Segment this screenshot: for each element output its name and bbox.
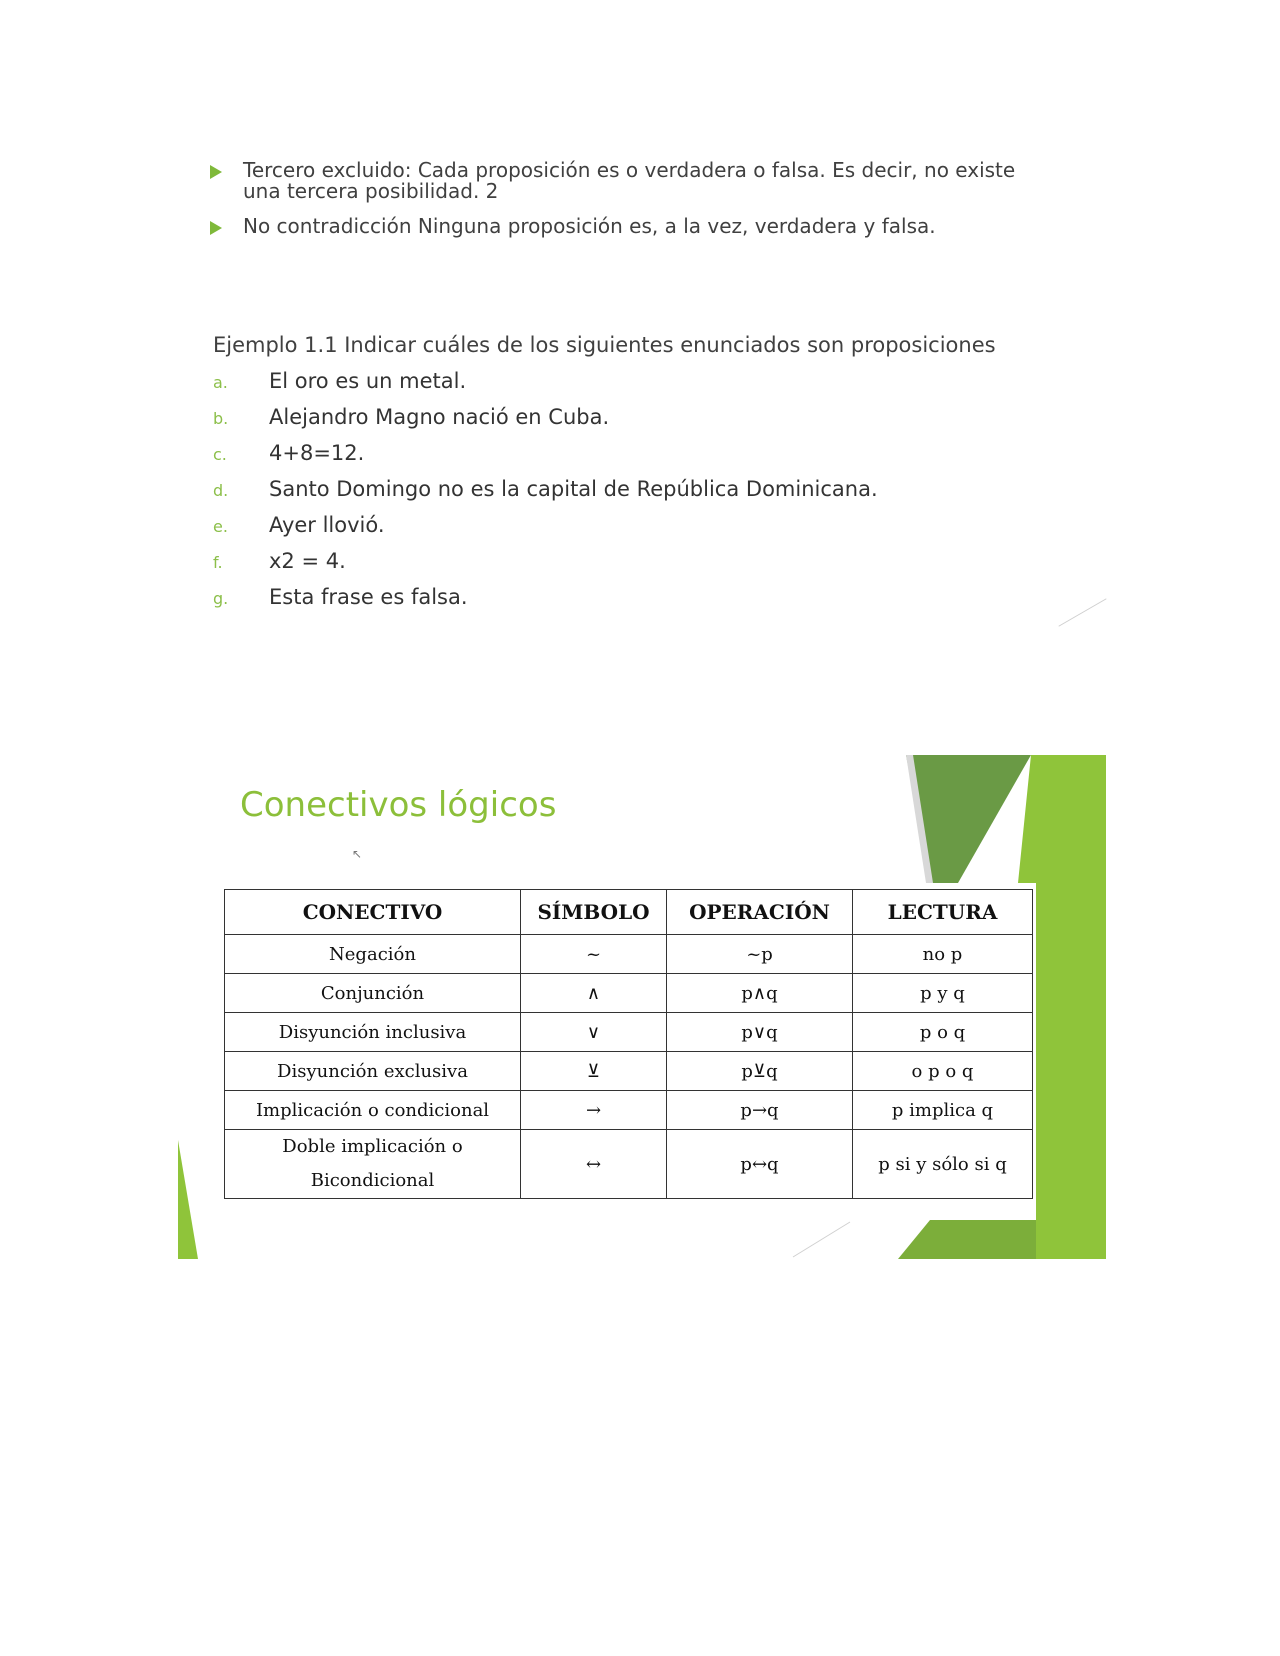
example-title: Ejemplo 1.1 Indicar cuáles de los siguientes enunciados son proposiciones bbox=[213, 333, 996, 357]
example-item bbox=[213, 369, 1113, 405]
cell-lectura: p si y sólo si q bbox=[853, 1130, 1033, 1199]
cell-lectura: o p o q bbox=[853, 1052, 1033, 1091]
cell-simbolo: → bbox=[521, 1091, 667, 1130]
example-item bbox=[213, 549, 1113, 585]
cell-simbolo: ∨ bbox=[521, 1013, 667, 1052]
left-green-shape bbox=[178, 1140, 198, 1259]
example-item bbox=[213, 441, 1113, 477]
bullet-item bbox=[208, 160, 1058, 202]
item-letter: f. bbox=[213, 553, 223, 572]
item-text: Alejandro Magno nació en Cuba. bbox=[269, 405, 610, 429]
header-lectura: LECTURA bbox=[853, 890, 1033, 935]
bullet-arrow-icon bbox=[210, 221, 222, 235]
cell-conectivo: Negación bbox=[225, 935, 521, 974]
item-letter: a. bbox=[213, 373, 228, 392]
slide-title: Conectivos lógicos bbox=[240, 785, 557, 825]
item-text: x2 = 4. bbox=[269, 549, 346, 573]
cell-conectivo: Implicación o condicional bbox=[225, 1091, 521, 1130]
bullet-text: No contradicción Ninguna proposición es, a la vez, verdadera y falsa. bbox=[243, 214, 936, 238]
slide-conectivos bbox=[178, 755, 1106, 1259]
cell-lectura: p y q bbox=[853, 974, 1033, 1013]
table-header-row bbox=[225, 890, 1033, 935]
header-simbolo: SÍMBOLO bbox=[521, 890, 667, 935]
example-section bbox=[213, 333, 1113, 621]
item-letter: c. bbox=[213, 445, 227, 464]
cell-lectura: p o q bbox=[853, 1013, 1033, 1052]
cell-simbolo: ↔ bbox=[521, 1130, 667, 1199]
table-row bbox=[225, 935, 1033, 974]
item-text: 4+8=12. bbox=[269, 441, 365, 465]
item-text: El oro es un metal. bbox=[269, 369, 467, 393]
cell-lectura: p implica q bbox=[853, 1091, 1033, 1130]
connectives-table bbox=[224, 889, 1033, 1199]
cell-conectivo: Disyunción exclusiva bbox=[225, 1052, 521, 1091]
item-letter: d. bbox=[213, 481, 229, 500]
decorative-line bbox=[793, 1222, 850, 1257]
table-row bbox=[225, 1091, 1033, 1130]
item-letter: b. bbox=[213, 409, 229, 428]
cell-operacion: p∧q bbox=[667, 974, 853, 1013]
cell-operacion: ~p bbox=[667, 935, 853, 974]
cell-conectivo: Conjunción bbox=[225, 974, 521, 1013]
mouse-cursor-icon: ↖ bbox=[352, 847, 363, 861]
cell-operacion: p∨q bbox=[667, 1013, 853, 1052]
item-text: Esta frase es falsa. bbox=[269, 585, 468, 609]
cell-simbolo: ⊻ bbox=[521, 1052, 667, 1091]
bullet-arrow-icon bbox=[210, 165, 222, 179]
item-text: Santo Domingo no es la capital de República Dominicana. bbox=[269, 477, 878, 501]
cell-operacion: p→q bbox=[667, 1091, 853, 1130]
item-letter: e. bbox=[213, 517, 228, 536]
cell-simbolo: ∧ bbox=[521, 974, 667, 1013]
cell-conectivo: Disyunción inclusiva bbox=[225, 1013, 521, 1052]
cell-conectivo: Doble implicación o Bicondicional bbox=[225, 1130, 521, 1199]
table-row bbox=[225, 974, 1033, 1013]
example-item bbox=[213, 405, 1113, 441]
item-text: Ayer llovió. bbox=[269, 513, 385, 537]
header-operacion: OPERACIÓN bbox=[667, 890, 853, 935]
bottom-green-shape bbox=[898, 1220, 1036, 1259]
item-letter: g. bbox=[213, 589, 229, 608]
table-row bbox=[225, 1052, 1033, 1091]
example-item bbox=[213, 477, 1113, 513]
table-row bbox=[225, 1013, 1033, 1052]
bullet-text: Tercero excluido: Cada proposición es o verdadera o falsa. Es decir, no existe una tercera posibilidad. 2 bbox=[243, 158, 1016, 203]
table-row bbox=[225, 1130, 1033, 1199]
example-item bbox=[213, 585, 1113, 621]
cell-operacion: p⊻q bbox=[667, 1052, 853, 1091]
bullet-list bbox=[208, 160, 1058, 251]
header-conectivo: CONECTIVO bbox=[225, 890, 521, 935]
example-item bbox=[213, 513, 1113, 549]
cell-lectura: no p bbox=[853, 935, 1033, 974]
bullet-item bbox=[208, 216, 1058, 237]
cell-operacion: p↔q bbox=[667, 1130, 853, 1199]
cell-simbolo: ~ bbox=[521, 935, 667, 974]
